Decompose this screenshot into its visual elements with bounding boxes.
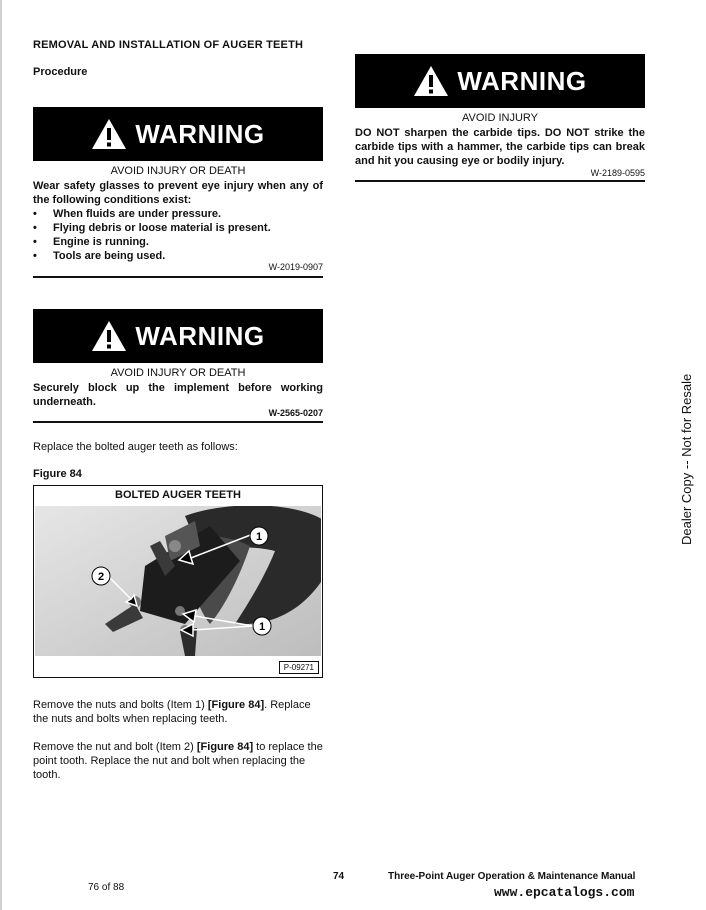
dealer-copy-watermark: Dealer Copy -- Not for Resale bbox=[679, 373, 694, 545]
warning-triangle-icon bbox=[91, 320, 127, 352]
warning-code-1: W-2019-0907 bbox=[268, 262, 323, 272]
warning-body-3: DO NOT sharpen the carbide tips. DO NOT strike the carbide tips with a hammer, the carbide tips can break and hit you causing eye or bodily injury. bbox=[355, 127, 645, 167]
manual-title: Three-Point Auger Operation & Maintenance Manual bbox=[388, 871, 636, 882]
intro-text: Replace the bolted auger teeth as follows: bbox=[33, 441, 238, 453]
warning-bullet: • When fluids are under pressure. bbox=[33, 207, 323, 221]
warning-banner-2 bbox=[33, 309, 323, 363]
warning-banner-text: WARNING bbox=[457, 65, 587, 96]
warning-triangle-icon bbox=[413, 65, 449, 97]
para-text: to replace the point tooth. Replace the nut and bolt when replacing the tooth. bbox=[33, 741, 323, 781]
callout-label: 1 bbox=[255, 531, 263, 543]
section-title: REMOVAL AND INSTALLATION OF AUGER TEETH bbox=[33, 39, 304, 51]
warning-heading-3: AVOID INJURY bbox=[462, 112, 538, 124]
warning-bullet: • Tools are being used. bbox=[33, 249, 323, 263]
warning-banner-text: WARNING bbox=[135, 320, 265, 351]
warning-banner-1 bbox=[33, 107, 323, 161]
figure-84 bbox=[33, 485, 323, 678]
callout-2 bbox=[92, 567, 110, 585]
callout-1-bottom bbox=[253, 617, 271, 635]
warning-heading-2: AVOID INJURY OR DEATH bbox=[110, 367, 246, 379]
warning-code-3: W-2189-0595 bbox=[590, 168, 645, 178]
warning-body-2: Securely block up the implement before working underneath. bbox=[33, 382, 323, 408]
warning-rule-1 bbox=[33, 276, 323, 278]
warning-bullet: • Engine is running. bbox=[33, 235, 323, 249]
page-count: 76 of 88 bbox=[88, 882, 125, 893]
callout-label: 1 bbox=[258, 621, 266, 633]
warning-bullet: • Flying debris or loose material is present. bbox=[33, 221, 323, 235]
callout-label: 2 bbox=[97, 571, 105, 583]
para-text: Remove the nut and bolt (Item 2) bbox=[33, 741, 197, 753]
paragraph-remove-nuts bbox=[33, 698, 325, 726]
figure-code: P-09271 bbox=[279, 661, 319, 674]
auger-teeth-photo bbox=[35, 506, 321, 656]
warning-body-1 bbox=[33, 179, 323, 263]
procedure-label: Procedure bbox=[33, 66, 88, 78]
callout-1-top bbox=[250, 527, 268, 545]
warning-intro: Wear safety glasses to prevent eye injury when any of the following conditions exist: bbox=[33, 180, 323, 206]
para-text: . Replace the nuts and bolts when replacing teeth. bbox=[33, 699, 311, 725]
warning-rule-3 bbox=[355, 180, 645, 182]
figure-reference: [Figure 84] bbox=[196, 741, 254, 753]
warning-rule-2 bbox=[33, 421, 323, 423]
website-url[interactable]: www.epcatalogs.com bbox=[494, 885, 635, 900]
warning-code-2: W-2565-0207 bbox=[268, 408, 323, 418]
warning-triangle-icon bbox=[91, 118, 127, 150]
para-text: Remove the nuts and bolts (Item 1) bbox=[33, 699, 208, 711]
figure-reference: [Figure 84] bbox=[207, 699, 265, 711]
warning-banner-3 bbox=[355, 54, 645, 108]
page-edge-left bbox=[0, 0, 2, 910]
paragraph-remove-point bbox=[33, 740, 325, 782]
figure-caption: BOLTED AUGER TEETH bbox=[115, 489, 241, 501]
page-number: 74 bbox=[333, 871, 345, 882]
figure-label: Figure 84 bbox=[33, 468, 82, 480]
warning-heading-1: AVOID INJURY OR DEATH bbox=[110, 165, 246, 177]
warning-bullet-list bbox=[33, 207, 323, 263]
warning-banner-text: WARNING bbox=[135, 118, 265, 149]
